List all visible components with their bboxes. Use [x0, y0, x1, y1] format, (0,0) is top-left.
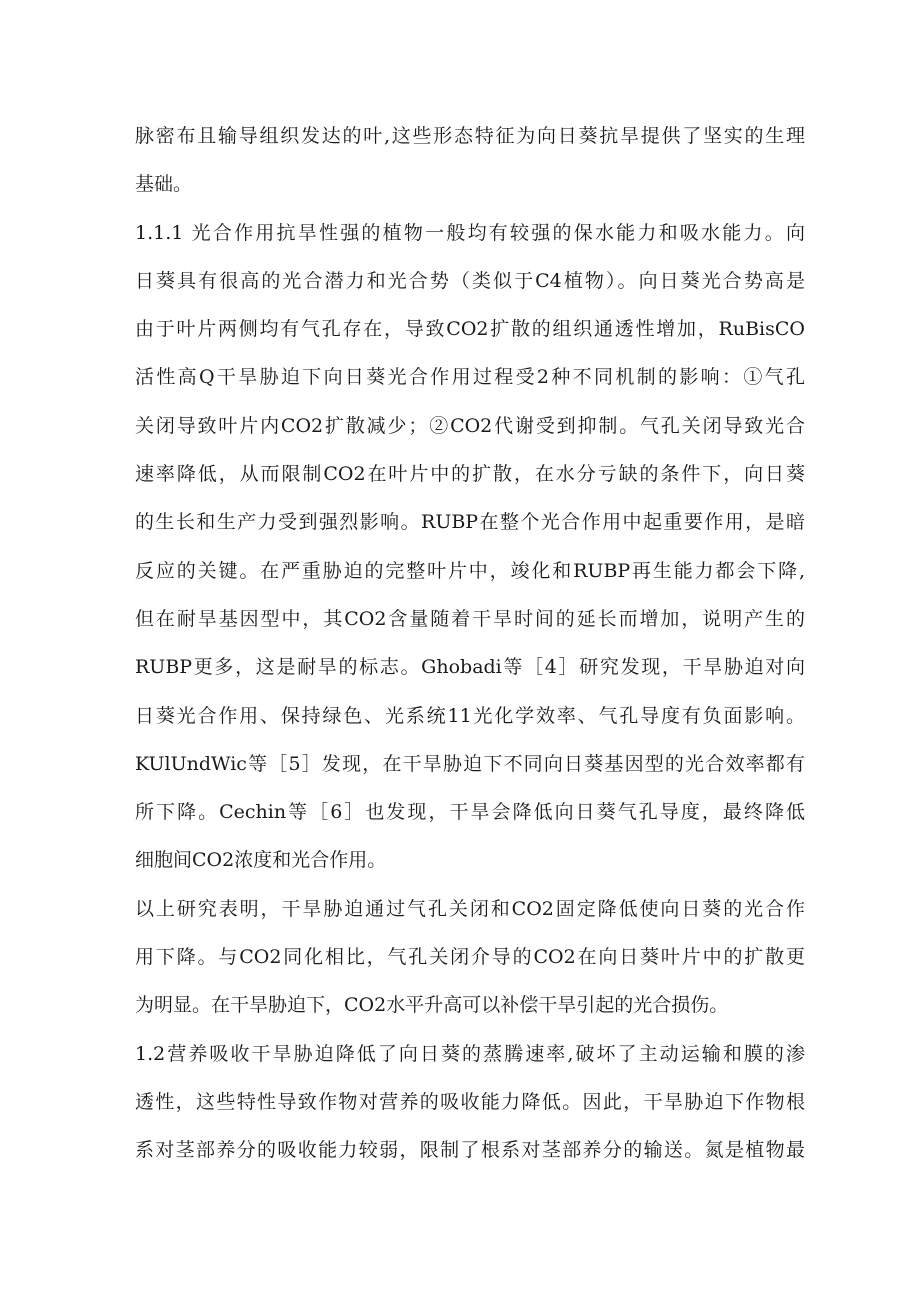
text-line: 用下降。与CO2同化相比，气孔关闭介导的CO2在向日葵叶片中的扩散更	[135, 946, 805, 969]
text-line: 1.1.1 光合作用抗旱性强的植物一般均有较强的保水能力和吸水能力。向	[135, 221, 805, 244]
text-line: 1.2营养吸收干旱胁迫降低了向日葵的蒸腾速率,破坏了主动运输和膜的渗	[135, 1042, 805, 1065]
text-line: 为明显。在干旱胁迫下，CO2水平升高可以补偿干旱引起的光合损伤。	[135, 994, 729, 1017]
body-text	[135, 112, 805, 1175]
text-line: 但在耐旱基因型中，其CO2含量随着干旱时间的延长而增加，说明产生的	[135, 607, 805, 630]
text-line: 关闭导致叶片内CO2扩散减少；②CO2代谢受到抑制。气孔关闭导致光合	[135, 414, 805, 437]
text-line: 的生长和生产力受到强烈影响。RUBP在整个光合作用中起重要作用，是暗	[135, 511, 805, 534]
text-line: 基础。	[135, 173, 193, 196]
text-line: 细胞间CO2浓度和光合作用。	[135, 849, 387, 872]
text-line: 所下降。Cechin等［6］也发现，干旱会降低向日葵气孔导度，最终降低	[135, 801, 805, 824]
text-line: 透性，这些特性导致作物对营养的吸收能力降低。因此，干旱胁迫下作物根	[135, 1090, 805, 1113]
text-line: RUBP更多，这是耐旱的标志。Ghobadi等［4］研究发现，干旱胁迫对向	[135, 656, 805, 679]
text-line: 活性高Q干旱胁迫下向日葵光合作用过程受2种不同机制的影响：①气孔	[135, 366, 805, 389]
text-line: 以上研究表明，干旱胁迫通过气孔关闭和CO2固定降低使向日葵的光合作	[135, 897, 805, 920]
text-line: 脉密布且输导组织发达的叶,这些形态特征为向日葵抗旱提供了坚实的生理	[135, 125, 805, 147]
text-line: 日葵光合作用、保持绿色、光系统11光化学效率、气孔导度有负面影响。	[135, 704, 805, 727]
text-line: 速率降低，从而限制CO2在叶片中的扩散，在水分亏缺的条件下，向日葵	[135, 463, 805, 486]
text-line: 系对茎部养分的吸收能力较弱，限制了根系对茎部养分的输送。氮是植物最	[135, 1139, 805, 1162]
text-line: 日葵具有很高的光合潜力和光合势（类似于C4植物）。向日葵光合势高是	[135, 269, 805, 292]
text-line: 反应的关键。在严重胁迫的完整叶片中，竣化和RUBP再生能力都会下降,	[135, 559, 805, 582]
text-line: 由于叶片两侧均有气孔存在，导致CO2扩散的组织通透性增加，RuBisCO	[135, 318, 805, 341]
text-line: KUlUndWic等［5］发现，在干旱胁迫下不同向日葵基因型的光合效率都有	[135, 752, 805, 775]
